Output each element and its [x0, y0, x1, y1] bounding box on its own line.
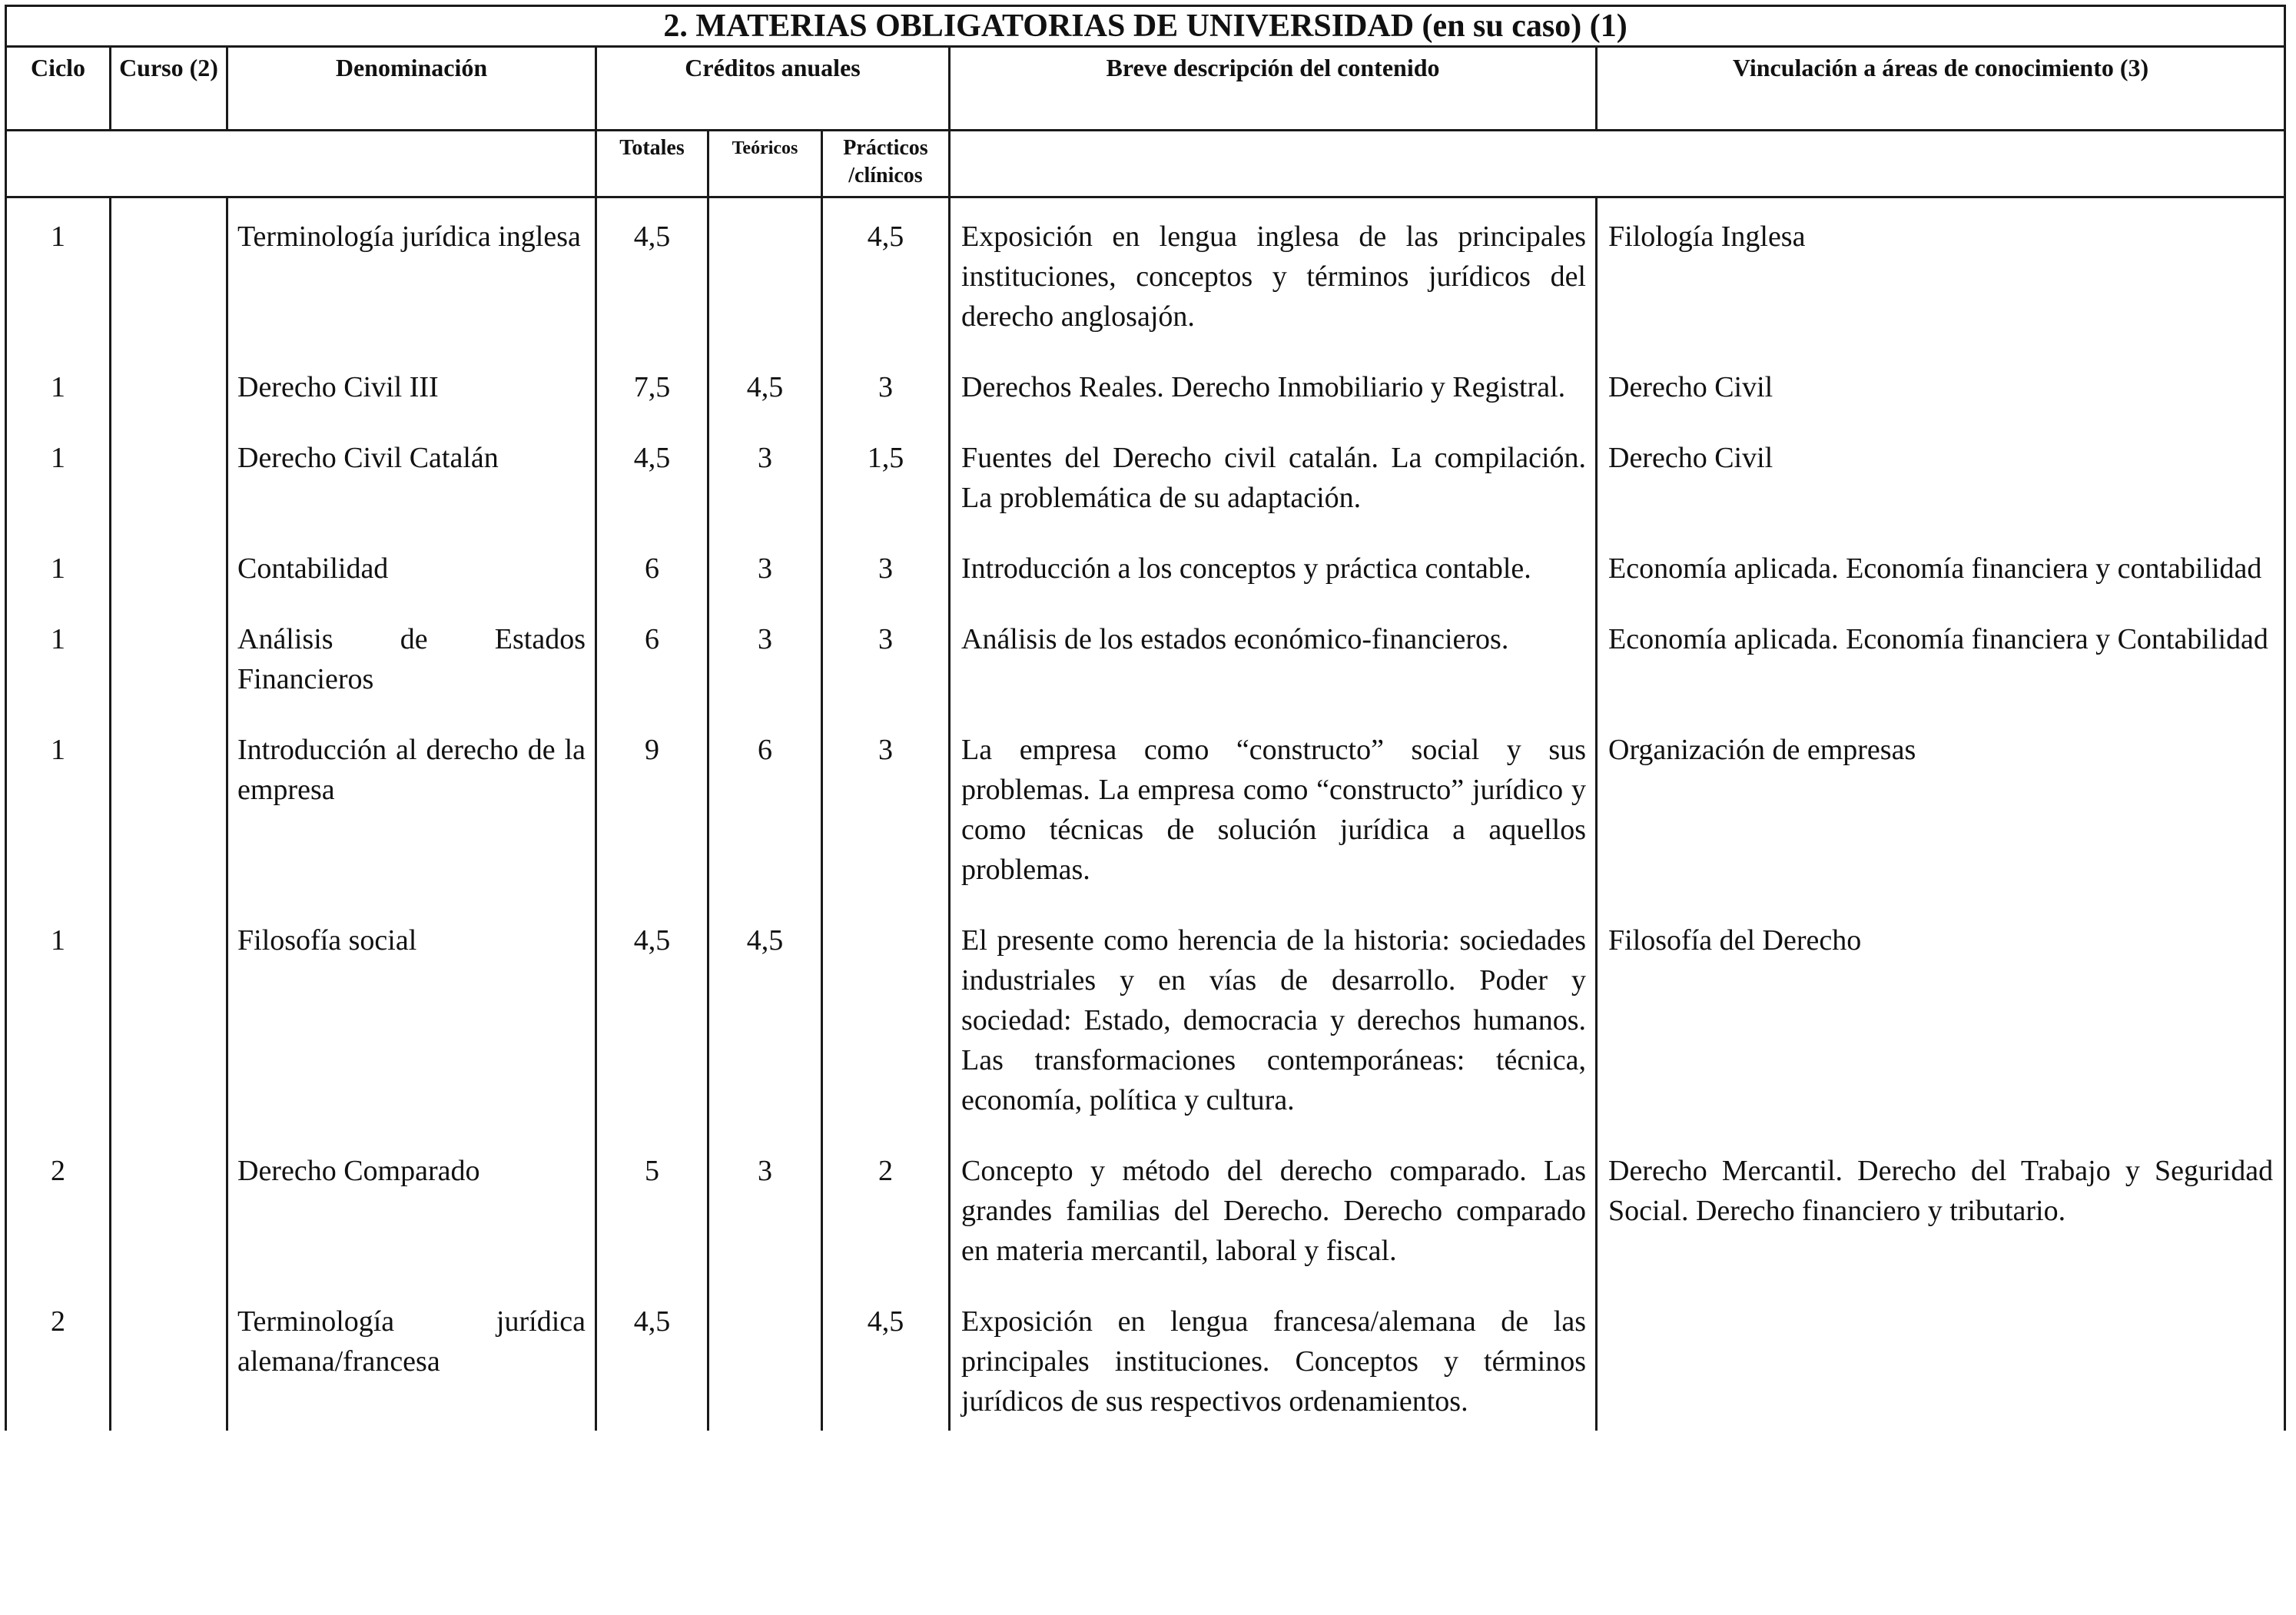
spacer-cell: [1597, 699, 2285, 730]
spacer-cell: [950, 699, 1597, 730]
subheader-blank-left: [6, 131, 596, 197]
cell-teoricos: [708, 1302, 822, 1431]
cell-curso: [111, 1151, 227, 1271]
spacer-cell: [950, 407, 1597, 438]
cell-practicos: 1,5: [822, 438, 950, 518]
spacer-cell: [1597, 589, 2285, 619]
spacer-cell: [6, 407, 111, 438]
cell-practicos: 3: [822, 549, 950, 589]
cell-practicos: [822, 920, 950, 1120]
spacer-cell: [227, 589, 596, 619]
cell-denominacion: Filosofía social: [227, 920, 596, 1120]
cell-practicos: 4,5: [822, 197, 950, 337]
spacer-cell: [596, 407, 708, 438]
cell-vinculacion: Filología Inglesa: [1597, 197, 2285, 337]
header-vinculacion: Vinculación a áreas de conocimiento (3): [1597, 47, 2285, 131]
spacer-cell: [950, 518, 1597, 549]
cell-denominacion: Terminología jurídica inglesa: [227, 197, 596, 337]
spacer-cell: [6, 1271, 111, 1302]
spacer-cell: [822, 890, 950, 920]
cell-vinculacion: Derecho Civil: [1597, 438, 2285, 518]
cell-denominacion: Contabilidad: [227, 549, 596, 589]
cell-ciclo: 1: [6, 438, 111, 518]
spacer-cell: [822, 337, 950, 367]
cell-denominacion: Análisis de Estados Financieros: [227, 619, 596, 699]
spacer-cell: [1597, 1120, 2285, 1151]
spacer-cell: [822, 1120, 950, 1151]
spacer-cell: [708, 589, 822, 619]
header-curso: Curso (2): [111, 47, 227, 131]
spacer-cell: [708, 407, 822, 438]
cell-totales: 4,5: [596, 438, 708, 518]
cell-practicos: 3: [822, 367, 950, 407]
spacer-cell: [822, 407, 950, 438]
spacer-cell: [227, 407, 596, 438]
cell-totales: 6: [596, 549, 708, 589]
cell-vinculacion: Economía aplicada. Economía financiera y Contabilidad: [1597, 619, 2285, 699]
spacer-cell: [596, 337, 708, 367]
spacer-cell: [111, 1120, 227, 1151]
spacer-cell: [708, 890, 822, 920]
cell-teoricos: 4,5: [708, 367, 822, 407]
spacer-cell: [596, 1120, 708, 1151]
cell-totales: 4,5: [596, 1302, 708, 1431]
cell-descripcion: Exposición en lengua inglesa de las principales instituciones, conceptos y términos jurídicos del derecho anglosajón.: [950, 197, 1597, 337]
cell-ciclo: 2: [6, 1302, 111, 1431]
subheader-practicos: Prácticos /clínicos: [822, 131, 950, 197]
spacer-cell: [950, 589, 1597, 619]
cell-curso: [111, 197, 227, 337]
row-spacer: [6, 1120, 2285, 1151]
spacer-cell: [227, 518, 596, 549]
table-row: [6, 920, 2285, 1120]
table-row: [6, 549, 2285, 589]
spacer-cell: [708, 337, 822, 367]
cell-vinculacion: Derecho Civil: [1597, 367, 2285, 407]
cell-curso: [111, 549, 227, 589]
spacer-cell: [6, 337, 111, 367]
spacer-cell: [227, 1271, 596, 1302]
table-row: [6, 730, 2285, 890]
row-spacer: [6, 1271, 2285, 1302]
table-title: 2. MATERIAS OBLIGATORIAS DE UNIVERSIDAD (en su caso) (1): [6, 6, 2285, 47]
cell-teoricos: 3: [708, 438, 822, 518]
subheader-totales: Totales: [596, 131, 708, 197]
spacer-cell: [708, 699, 822, 730]
spacer-cell: [1597, 407, 2285, 438]
cell-ciclo: 1: [6, 619, 111, 699]
header-descripcion: Breve descripción del contenido: [950, 47, 1597, 131]
spacer-cell: [822, 699, 950, 730]
spacer-cell: [111, 337, 227, 367]
spacer-cell: [111, 589, 227, 619]
cell-descripcion: La empresa como “constructo” social y sus problemas. La empresa como “constructo” jurídico y como técnicas de solución jurídica a aquellos problemas.: [950, 730, 1597, 890]
spacer-cell: [6, 890, 111, 920]
row-spacer: [6, 699, 2285, 730]
spacer-cell: [227, 699, 596, 730]
cell-vinculacion: Organización de empresas: [1597, 730, 2285, 890]
cell-ciclo: 2: [6, 1151, 111, 1271]
cell-teoricos: 3: [708, 549, 822, 589]
spacer-cell: [822, 1271, 950, 1302]
cell-ciclo: 1: [6, 367, 111, 407]
spacer-cell: [6, 699, 111, 730]
cell-curso: [111, 730, 227, 890]
spacer-cell: [1597, 518, 2285, 549]
spacer-cell: [227, 1120, 596, 1151]
spacer-cell: [596, 1271, 708, 1302]
spacer-cell: [950, 337, 1597, 367]
cell-totales: 5: [596, 1151, 708, 1271]
cell-ciclo: 1: [6, 197, 111, 337]
cell-practicos: 3: [822, 619, 950, 699]
spacer-cell: [6, 518, 111, 549]
cell-teoricos: [708, 197, 822, 337]
cell-vinculacion: [1597, 1302, 2285, 1431]
cell-curso: [111, 438, 227, 518]
spacer-cell: [111, 890, 227, 920]
cell-curso: [111, 619, 227, 699]
spacer-cell: [6, 1120, 111, 1151]
spacer-cell: [596, 589, 708, 619]
cell-totales: 7,5: [596, 367, 708, 407]
cell-practicos: 3: [822, 730, 950, 890]
cell-curso: [111, 367, 227, 407]
cell-descripcion: Derechos Reales. Derecho Inmobiliario y Registral.: [950, 367, 1597, 407]
cell-descripcion: Exposición en lengua francesa/alemana de las principales instituciones. Conceptos y términos jurídicos de sus respectivos ordenamientos.: [950, 1302, 1597, 1431]
spacer-cell: [111, 1271, 227, 1302]
cell-vinculacion: Derecho Mercantil. Derecho del Trabajo y Seguridad Social. Derecho financiero y tributario.: [1597, 1151, 2285, 1271]
spacer-cell: [708, 518, 822, 549]
cell-totales: 4,5: [596, 920, 708, 1120]
cell-vinculacion: Economía aplicada. Economía financiera y contabilidad: [1597, 549, 2285, 589]
spacer-cell: [950, 1271, 1597, 1302]
spacer-cell: [111, 699, 227, 730]
cell-curso: [111, 920, 227, 1120]
spacer-cell: [822, 589, 950, 619]
spacer-cell: [111, 407, 227, 438]
table-row: [6, 197, 2285, 337]
cell-teoricos: 3: [708, 1151, 822, 1271]
row-spacer: [6, 890, 2285, 920]
row-spacer: [6, 518, 2285, 549]
table-row: [6, 438, 2285, 518]
spacer-cell: [950, 1120, 1597, 1151]
cell-descripcion: Concepto y método del derecho comparado. Las grandes familias del Derecho. Derecho comparado en materia mercantil, laboral y fiscal.: [950, 1151, 1597, 1271]
cell-practicos: 4,5: [822, 1302, 950, 1431]
spacer-cell: [1597, 890, 2285, 920]
materias-table: [5, 5, 2286, 1431]
cell-totales: 4,5: [596, 197, 708, 337]
spacer-cell: [1597, 1271, 2285, 1302]
cell-teoricos: 3: [708, 619, 822, 699]
cell-teoricos: 6: [708, 730, 822, 890]
cell-descripcion: Análisis de los estados económico-financieros.: [950, 619, 1597, 699]
spacer-cell: [227, 890, 596, 920]
cell-ciclo: 1: [6, 920, 111, 1120]
spacer-cell: [1597, 337, 2285, 367]
cell-denominacion: Introducción al derecho de la empresa: [227, 730, 596, 890]
cell-descripcion: El presente como herencia de la historia: sociedades industriales y en vías de desarrollo. Poder y sociedad: Estado, democracia y derechos humanos. Las transformaciones contemporáneas: técnica, economía, política y cultura.: [950, 920, 1597, 1120]
spacer-cell: [227, 337, 596, 367]
table-row: [6, 367, 2285, 407]
cell-practicos: 2: [822, 1151, 950, 1271]
cell-ciclo: 1: [6, 730, 111, 890]
header-ciclo: Ciclo: [6, 47, 111, 131]
subheader-blank-right: [950, 131, 2285, 197]
document-page: [5, 5, 2291, 1610]
spacer-cell: [822, 518, 950, 549]
spacer-cell: [111, 518, 227, 549]
spacer-cell: [596, 890, 708, 920]
cell-ciclo: 1: [6, 549, 111, 589]
header-creditos-anuales: Créditos anuales: [596, 47, 950, 131]
spacer-cell: [950, 890, 1597, 920]
cell-descripcion: Fuentes del Derecho civil catalán. La compilación. La problemática de su adaptación.: [950, 438, 1597, 518]
row-spacer: [6, 407, 2285, 438]
cell-vinculacion: Filosofía del Derecho: [1597, 920, 2285, 1120]
cell-denominacion: Derecho Civil III: [227, 367, 596, 407]
cell-curso: [111, 1302, 227, 1431]
table-row: [6, 1151, 2285, 1271]
cell-denominacion: Terminología jurídica alemana/francesa: [227, 1302, 596, 1431]
cell-descripcion: Introducción a los conceptos y práctica contable.: [950, 549, 1597, 589]
header-denominacion: Denominación: [227, 47, 596, 131]
spacer-cell: [596, 699, 708, 730]
spacer-cell: [596, 518, 708, 549]
cell-denominacion: Derecho Civil Catalán: [227, 438, 596, 518]
table-row: [6, 619, 2285, 699]
table-row: [6, 1302, 2285, 1431]
row-spacer: [6, 589, 2285, 619]
cell-denominacion: Derecho Comparado: [227, 1151, 596, 1271]
subheader-teoricos: Teóricos: [708, 131, 822, 197]
spacer-cell: [708, 1271, 822, 1302]
cell-teoricos: 4,5: [708, 920, 822, 1120]
spacer-cell: [708, 1120, 822, 1151]
row-spacer: [6, 337, 2285, 367]
cell-totales: 9: [596, 730, 708, 890]
cell-totales: 6: [596, 619, 708, 699]
spacer-cell: [6, 589, 111, 619]
